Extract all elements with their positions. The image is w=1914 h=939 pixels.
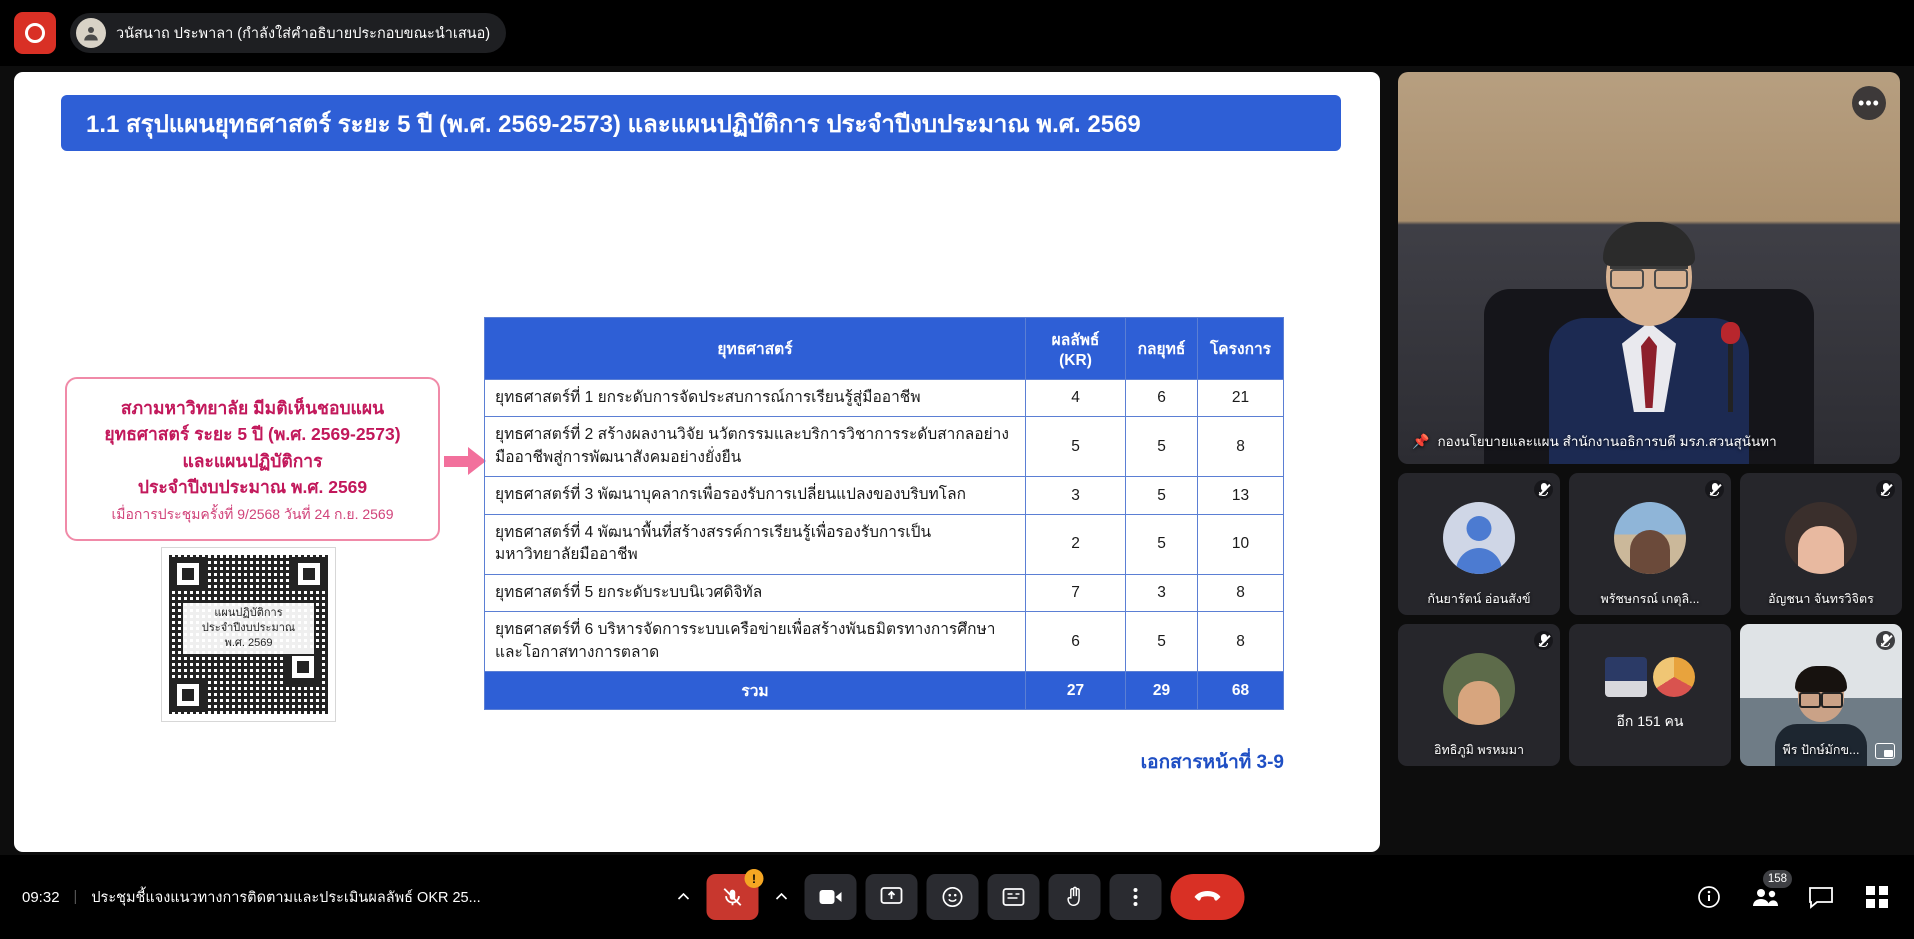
column-header-strategy: ยุทธศาสตร์ xyxy=(485,318,1026,380)
main-video-tile[interactable] xyxy=(1398,72,1900,464)
top-bar xyxy=(0,0,1914,66)
info-icon[interactable] xyxy=(1694,882,1724,912)
participant-name: อัญชนา จันทรวิจิตร xyxy=(1768,592,1874,606)
logo-icon xyxy=(1605,657,1647,697)
cell-kr: 4 xyxy=(1026,380,1126,417)
participants-icon[interactable] xyxy=(1750,873,1787,912)
mic-off-icon xyxy=(1705,480,1724,499)
participant-tile[interactable] xyxy=(1398,624,1560,766)
main-tile-name: กองนโยบายและแผน สำนักงานอธิการบดี มรภ.สวนสุนันทา xyxy=(1437,434,1777,449)
participant-name: กันยารัตน์ อ่อนสังข์ xyxy=(1427,592,1531,606)
avatar xyxy=(1443,653,1515,725)
cell-total-kr: 27 xyxy=(1026,672,1126,710)
chat-icon[interactable] xyxy=(1806,882,1836,912)
camera-toggle-button[interactable] xyxy=(805,874,857,920)
mic-off-icon xyxy=(1876,631,1895,650)
table-row xyxy=(485,417,1284,477)
cell-kr: 7 xyxy=(1026,574,1126,611)
cell-kr: 2 xyxy=(1026,514,1126,574)
cell-strategy-name: ยุทธศาสตร์ที่ 3 พัฒนาบุคลากรเพื่อรองรับการเปลี่ยนแปลงของบริบทโลก xyxy=(485,477,1026,514)
qr-label-line-1: แผนปฏิบัติการ xyxy=(214,607,283,619)
tile-more-options-icon[interactable]: ••• xyxy=(1852,86,1886,120)
leave-call-button[interactable] xyxy=(1171,874,1245,920)
table-row xyxy=(485,514,1284,574)
cell-project: 10 xyxy=(1198,514,1284,574)
column-header-strategy-count: กลยุทธ์ xyxy=(1126,318,1198,380)
participant-tile[interactable] xyxy=(1398,473,1560,615)
cell-total-label: รวม xyxy=(485,672,1026,710)
cell-strategy: 6 xyxy=(1126,380,1198,417)
participant-name: พรัชษกรณ์ เกตุลิ... xyxy=(1600,592,1700,606)
cell-strategy-name: ยุทธศาสตร์ที่ 4 พัฒนาพื้นที่สร้างสรรค์การเรียนรู้เพื่อรองรับการเป็นมหาวิทยาลัยมืออาชีพ xyxy=(485,514,1026,574)
overflow-logos xyxy=(1605,657,1695,697)
participant-name: อิทธิภูมิ พรหมมา xyxy=(1433,743,1525,757)
separator: | xyxy=(73,889,78,905)
share-screen-button[interactable] xyxy=(866,874,918,920)
avatar xyxy=(76,18,106,48)
participant-name: พีร ปักษ์มักข... xyxy=(1782,743,1860,757)
slide-title: 1.1 สรุปแผนยุทธศาสตร์ ระยะ 5 ปี (พ.ศ. 2569-2573) และแผนปฏิบัติการ ประจำปีงบประมาณ พ.ศ. 2569 xyxy=(61,95,1341,151)
mic-off-icon xyxy=(1534,480,1553,499)
table-row xyxy=(485,380,1284,417)
column-header-kr-line1: ผลลัพธ์ xyxy=(1051,332,1100,349)
active-speaker-chip xyxy=(70,13,506,53)
participant-count-badge: 158 xyxy=(1763,870,1792,888)
clock-label: 09:32 xyxy=(22,888,60,906)
logo-icon xyxy=(1653,657,1695,697)
strategy-table xyxy=(484,317,1284,710)
qr-label-line-3: พ.ศ. 2569 xyxy=(224,636,273,649)
main-tile-label xyxy=(1412,430,1777,452)
cell-kr: 6 xyxy=(1026,612,1126,672)
mic-toggle-button[interactable] xyxy=(707,871,759,920)
avatar xyxy=(1443,502,1515,574)
camera-options-chevron-icon[interactable] xyxy=(768,874,796,920)
mic-off-icon xyxy=(1534,631,1553,650)
cell-strategy: 5 xyxy=(1126,612,1198,672)
cell-project: 8 xyxy=(1198,612,1284,672)
video-panel xyxy=(1398,72,1900,766)
mic-off-icon xyxy=(1876,480,1895,499)
cell-total-project: 68 xyxy=(1198,672,1284,710)
cell-project: 8 xyxy=(1198,417,1284,477)
active-speaker-name: วนัสนาถ ประพาลา (กำลังใส่คำอธิบายประกอบขณะนำเสนอ) xyxy=(116,25,491,42)
microphone-icon xyxy=(1728,338,1733,412)
callout-line-4: ประจำปีงบประมาณ พ.ศ. 2569 xyxy=(137,476,368,497)
arrow-right-icon xyxy=(444,447,486,475)
qr-code xyxy=(161,547,336,722)
table-row xyxy=(485,477,1284,514)
table-row xyxy=(485,574,1284,611)
raise-hand-button[interactable] xyxy=(1049,874,1101,920)
participant-tile[interactable] xyxy=(1740,473,1902,615)
cell-strategy: 5 xyxy=(1126,477,1198,514)
meeting-title: ประชุมชี้แจงแนวทางการติดตามและประเมินผลลัพธ์ OKR 25... xyxy=(91,889,481,906)
cell-project: 13 xyxy=(1198,477,1284,514)
mic-warning-badge: ! xyxy=(745,869,764,888)
mic-options-chevron-icon[interactable] xyxy=(670,874,698,920)
table-row xyxy=(485,612,1284,672)
overflow-participants-tile[interactable] xyxy=(1569,624,1731,766)
column-header-kr xyxy=(1026,318,1126,380)
cell-strategy-name: ยุทธศาสตร์ที่ 1 ยกระดับการจัดประสบการณ์การเรียนรู้สู่มืออาชีพ xyxy=(485,380,1026,417)
presentation-slide xyxy=(14,72,1380,852)
callout-note: เมื่อการประชุมครั้งที่ 9/2568 วันที่ 24 ก.ย. 2569 xyxy=(111,506,394,522)
column-header-projects: โครงการ xyxy=(1198,318,1284,380)
pin-icon: 📌 xyxy=(1412,432,1430,449)
document-reference: เอกสารหน้าที่ 3-9 xyxy=(1140,752,1284,773)
cell-kr: 3 xyxy=(1026,477,1126,514)
bottom-toolbar xyxy=(0,855,1914,939)
avatar xyxy=(1614,502,1686,574)
callout-line-2: ยุทธศาสตร์ ระยะ 5 ปี (พ.ศ. 2569-2573) xyxy=(104,424,401,445)
overflow-count-label: อีก 151 คน xyxy=(1616,713,1684,729)
cell-strategy-name: ยุทธศาสตร์ที่ 6 บริหารจัดการระบบเครือข่ายเพื่อสร้างพันธมิตรทางการศึกษาและโอกาสทางการตลาด xyxy=(485,612,1026,672)
cell-strategy: 3 xyxy=(1126,574,1198,611)
cell-strategy: 5 xyxy=(1126,514,1198,574)
participant-tile[interactable] xyxy=(1740,624,1902,766)
qr-label-line-2: ประจำปีงบประมาณ xyxy=(201,621,296,634)
table-total-row xyxy=(485,672,1284,710)
cell-total-strategy: 29 xyxy=(1126,672,1198,710)
cell-strategy-name: ยุทธศาสตร์ที่ 5 ยกระดับระบบนิเวศดิจิทัล xyxy=(485,574,1026,611)
layout-icon[interactable] xyxy=(1862,882,1892,912)
participant-tile[interactable] xyxy=(1569,473,1731,615)
participant-tile-grid xyxy=(1398,473,1900,766)
reactions-button[interactable] xyxy=(927,874,979,920)
column-header-kr-line2: (KR) xyxy=(1059,352,1092,369)
callout-line-3: และแผนปฏิบัติการ xyxy=(182,450,323,471)
cell-project: 21 xyxy=(1198,380,1284,417)
cell-strategy: 5 xyxy=(1126,417,1198,477)
record-icon[interactable] xyxy=(14,12,56,54)
whiteboard-button[interactable] xyxy=(988,874,1040,920)
more-options-button[interactable] xyxy=(1110,874,1162,920)
cell-kr: 5 xyxy=(1026,417,1126,477)
slide-callout xyxy=(65,377,440,541)
table-header-row xyxy=(485,318,1284,380)
cell-strategy-name: ยุทธศาสตร์ที่ 2 สร้างผลงานวิจัย นวัตกรรมและบริการวิชาการระดับสากลอย่างมืออาชีพสู่การพัฒนาสังคมอย่างยั่งยืน xyxy=(485,417,1026,477)
cell-project: 8 xyxy=(1198,574,1284,611)
avatar xyxy=(1785,502,1857,574)
callout-line-1: สภามหาวิทยาลัย มีมติเห็นชอบแผน xyxy=(120,398,385,418)
